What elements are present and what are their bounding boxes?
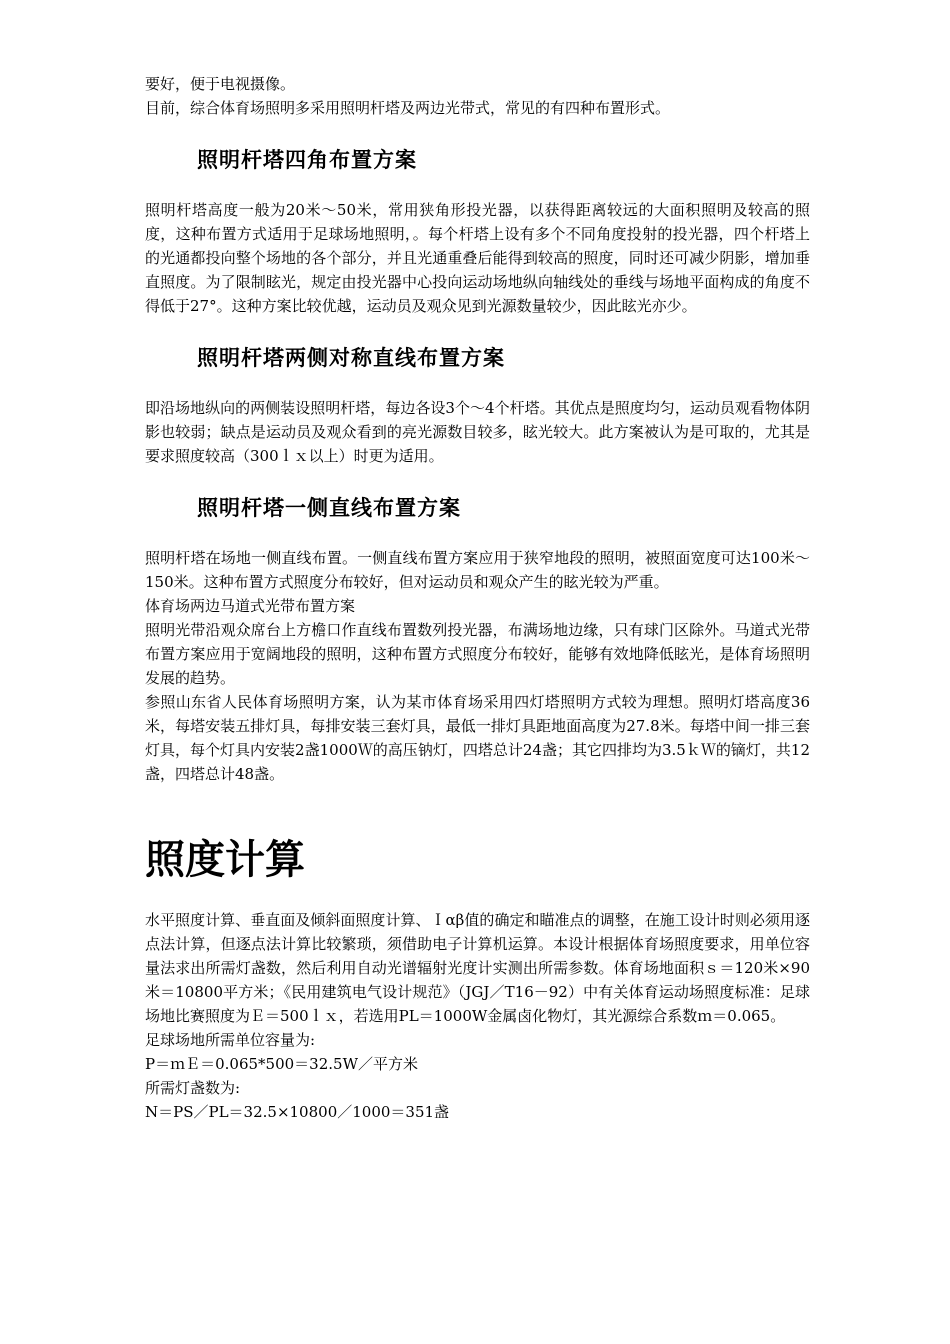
section-body-illuminance-calc: 水平照度计算、垂直面及倾斜面照度计算、Ｉαβ值的确定和瞄准点的调整，在施工设计时则必须用逐点法计算，但逐点法计算比较繁琐，须借助电子计算机运算。本设计根据体育场照度要求，用单位容量法求出所需灯盏数，然后利用自动光谱辐射光度计实测出所需参数。体育场地面积ｓ＝120米×90米＝10800平方米；《民用建筑电气设计规范》（JGJ／T16－92）中有关体育运动场照度标准：足球场地比赛照度为Ｅ＝500ｌｘ，若选用PL＝1000W金属卤化物灯，其光源综合系数ｍ＝0.065。 (145, 911, 810, 1025)
lamp-count-formula: N＝PS／PL＝32.5×10800／1000＝351盏 (145, 1103, 450, 1121)
unit-capacity-formula: P＝ｍＥ＝0.065*500＝32.5W／平方米 (145, 1055, 418, 1073)
section-body-two-side: 即沿场地纵向的两侧装设照明杆塔，每边各设3个～4个杆塔。其优点是照度均匀，运动员观看物体阴影也较弱；缺点是运动员及观众看到的亮光源数目较多，眩光较大。此方案被认为是可取的，尤其是要求照度较高（300ｌｘ以上）时更为适用。 (145, 399, 810, 465)
subheading-catwalk: 体育场两边马道式光带布置方案 (145, 597, 356, 615)
intro-line-1: 要好，便于电视摄像。 (145, 75, 296, 93)
section-body-four-corner: 照明杆塔高度一般为20米～50米，常用狭角形投光器，以获得距离较远的大面积照明及较高的照度，这种布置方式适用于足球场地照明，。每个杆塔上设有多个不同角度投射的投光器，四个杆塔上的光通都投向整个场地的各个部分，并且光通重叠后能得到较高的照度，同时还可减少阴影，增加垂直照度。为了限制眩光，规定由投光器中心投向运动场地纵向轴线处的垂线与场地平面构成的角度不得低于27°。这种方案比较优越，运动员及观众见到光源数量较少，因此眩光亦少。 (145, 201, 810, 315)
section-heading-four-corner: 照明杆塔四角布置方案 (197, 148, 417, 172)
section-body-reference: 参照山东省人民体育场照明方案，认为某市体育场采用四灯塔照明方式较为理想。照明灯塔高度36米，每塔安装五排灯具，每排安装三套灯具，最低一排灯具距地面高度为27.8米。每塔中间一排三套灯具，每个灯具内安装2盏1000Ｗ的高压钠灯，四塔总计24盏；其它四排均为3.5ｋＷ的镝灯，共12盏，四塔总计48盏。 (145, 693, 810, 783)
lamp-count-label: 所需灯盏数为: (145, 1079, 241, 1097)
section-body-catwalk: 照明光带沿观众席台上方檐口作直线布置数列投光器，布满场地边缘，只有球门区除外。马道式光带布置方案应用于宽阔地段的照明，这种布置方式照度分布较好，能够有效地降低眩光，是体育场照明发展的趋势。 (145, 621, 810, 687)
section-body-one-side: 照明杆塔在场地一侧直线布置。一侧直线布置方案应用于狭窄地段的照明，被照面宽度可达100米～150米。这种布置方式照度分布较好，但对运动员和观众产生的眩光较为严重。 (145, 549, 810, 591)
document-page (145, 72, 810, 1124)
section-heading-two-side: 照明杆塔两侧对称直线布置方案 (197, 346, 505, 370)
unit-capacity-label: 足球场地所需单位容量为: (145, 1031, 316, 1049)
intro-line-2: 目前，综合体育场照明多采用照明杆塔及两边光带式，常见的有四种布置形式。 (145, 99, 671, 117)
section-heading-illuminance-calc: 照度计算 (145, 836, 305, 883)
section-heading-one-side: 照明杆塔一侧直线布置方案 (197, 496, 461, 520)
